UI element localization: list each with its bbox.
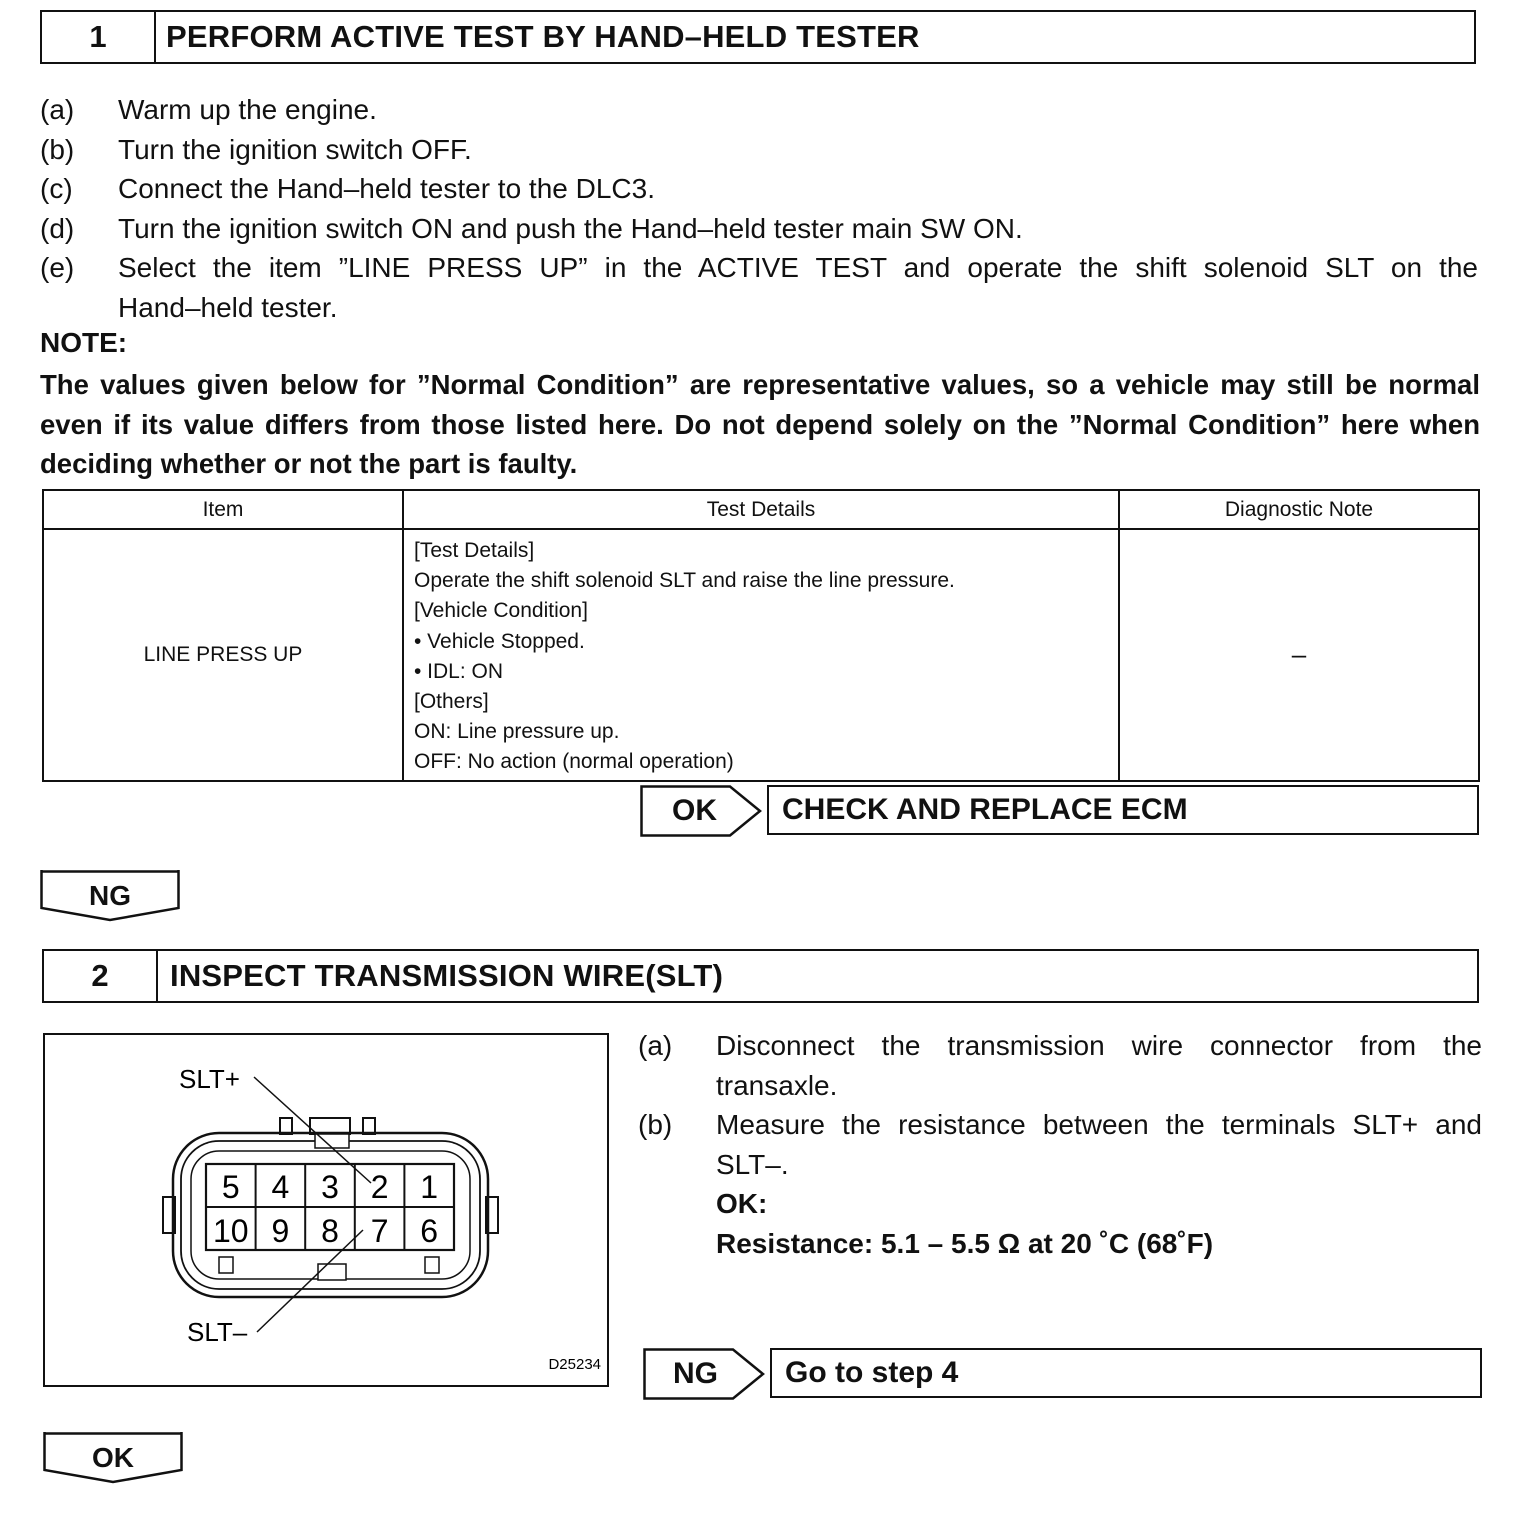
pin-5-label: 5 (221, 1169, 240, 1205)
step-2-title: INSPECT TRANSMISSION WIRE(SLT) (170, 958, 724, 993)
step-1-ok-arrow (640, 785, 764, 837)
table-header-item: Item (43, 490, 403, 529)
instruction-text: Connect the Hand–held tester to the DLC3. (118, 173, 656, 204)
table-header-test-details: Test Details (403, 490, 1119, 529)
step-1-instructions (40, 90, 1480, 330)
details-line: Operate the shift solenoid SLT and raise the line pressure. (414, 569, 955, 593)
pin-6-label: 6 (420, 1213, 439, 1249)
step-2-ok-tab (43, 1432, 183, 1484)
ok-title: OK: (716, 1188, 768, 1219)
step-2-ng-result: Go to step 4 (770, 1348, 1482, 1398)
instruction-text-continued: SLT–. (716, 1148, 789, 1180)
figure-id: D25234 (548, 1356, 601, 1373)
note-text: The values given below for ”Normal Condition” are representative values, so a vehicle may still be normal even if its value differs from those listed here. Do not depend solely on the ”Normal Condition” here when deciding whether or not the part is faulty. (40, 369, 1480, 479)
table-cell-item: LINE PRESS UP (43, 529, 403, 781)
step-2-header (42, 949, 1479, 1003)
step-1-header (40, 10, 1476, 64)
pin-8-label: 8 (321, 1213, 339, 1249)
step-1-ng-tab (40, 870, 180, 922)
instruction-text: Select the item ”LINE PRESS UP” in the ACTIVE TEST and operate the shift solenoid SLT on the (118, 252, 1478, 283)
instruction-text: Turn the ignition switch OFF. (118, 133, 472, 165)
slt-plus-label: SLT+ (179, 1064, 240, 1094)
instruction-label: (e) (40, 252, 75, 283)
instruction-text-continued: Hand–held tester. (118, 291, 338, 323)
pin-4-label: 4 (271, 1169, 290, 1205)
table-header-diagnostic-note: Diagnostic Note (1119, 490, 1479, 529)
pin-1-label: 1 (420, 1169, 439, 1205)
ng-label: NG (673, 1357, 718, 1390)
active-test-table (42, 489, 1480, 782)
details-line: [Test Details] (414, 539, 535, 562)
details-line: • Vehicle Stopped. (414, 629, 585, 653)
connector-figure (43, 1033, 609, 1387)
instruction-text-continued: transaxle. (716, 1069, 838, 1101)
step-1-number: 1 (42, 12, 156, 62)
details-line: • IDL: ON (414, 659, 504, 683)
instruction-text: Disconnect the transmission wire connector from the (716, 1030, 1482, 1061)
ng-label: NG (89, 880, 131, 911)
pin-2-label: 2 (370, 1169, 389, 1205)
table-cell-diagnostic-note: – (1119, 529, 1479, 781)
instruction-label: (b) (40, 133, 75, 165)
pin-10-label: 10 (213, 1213, 249, 1249)
ok-label: OK (92, 1442, 134, 1473)
note-title: NOTE: (40, 327, 128, 358)
step-1-ok-result: CHECK AND REPLACE ECM (767, 785, 1479, 835)
table-header-row (43, 490, 1479, 529)
instruction-label: (d) (40, 212, 75, 244)
details-line: ON: Line pressure up. (414, 720, 620, 744)
step-2-ng-arrow (643, 1348, 767, 1400)
slt-minus-label: SLT– (187, 1317, 248, 1347)
instruction-label: (b) (638, 1109, 673, 1140)
details-line: [Others] (414, 690, 489, 714)
step-2-instructions (638, 1026, 1482, 1266)
step-1-title: PERFORM ACTIVE TEST BY HAND–HELD TESTER (166, 19, 920, 54)
step-2-number: 2 (44, 951, 158, 1001)
table-cell-details (403, 529, 1119, 781)
details-line: [Vehicle Condition] (414, 599, 588, 623)
instruction-text: Warm up the engine. (118, 94, 377, 125)
pin-7-label: 7 (370, 1213, 389, 1249)
instruction-text: Measure the resistance between the terminals SLT+ and (716, 1109, 1482, 1140)
pin-3-label: 3 (321, 1169, 339, 1205)
instruction-text: Turn the ignition switch ON and push the Hand–held tester main SW ON. (118, 212, 1023, 244)
resistance-spec: Resistance: 5.1 – 5.5 Ω at 20 ˚C (68˚F) (716, 1227, 1214, 1259)
instruction-label: (a) (40, 94, 75, 125)
pin-9-label: 9 (271, 1213, 290, 1249)
instruction-label: (c) (40, 173, 73, 204)
details-line: OFF: No action (normal operation) (414, 750, 734, 774)
table-row (43, 529, 1479, 781)
connector-diagram (45, 1035, 607, 1385)
instruction-label: (a) (638, 1030, 673, 1061)
ok-label: OK (672, 794, 717, 827)
